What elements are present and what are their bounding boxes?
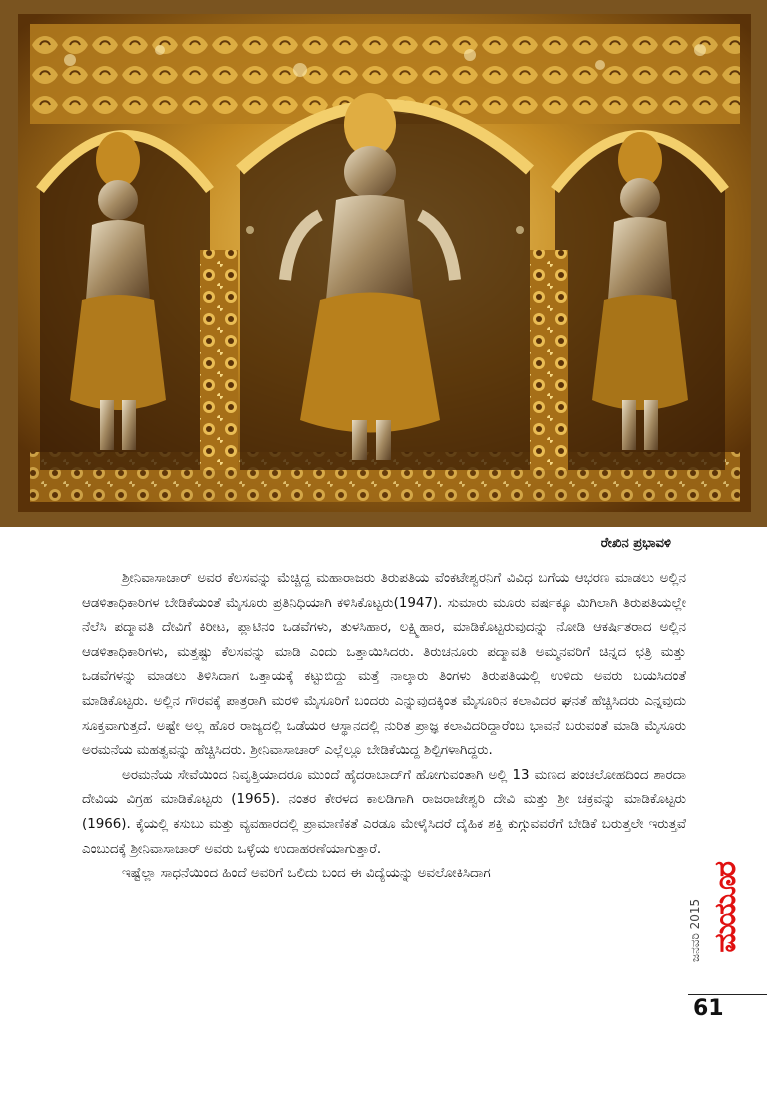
article-body — [82, 567, 686, 887]
paragraph-3: ಇಷ್ಟೆಲ್ಲಾ ಸಾಧನೆಯಿಂದ ಹಿಂದೆ ಅವರಿಗೆ ಒಲಿದು ಬಂದ ಈ ವಿದ್ಯೆಯನ್ನು ಅವಲೋಕಿಸಿದಾಗ — [122, 866, 491, 882]
temple-relief-photo — [0, 0, 767, 527]
paragraph-2: ಅರಮನೆಯ ಸೇವೆಯಿಂದ ನಿವೃತ್ತಿಯಾದರೂ ಮುಂದೆ ಹೈದರಾಬಾದ್‌ಗೆ ಹೋಗುವಂತಾಗಿ ಅಲ್ಲಿ 13 ಮಣದ ಪಂಚಲೋಹದಿಂದ ಶಾರದಾ ದೇವಿಯ ವಿಗ್ರಹ ಮಾಡಿಕೊಟ್ಟರು (1965). ನಂತರ ಕೇರಳದ ಕಾಲಡಿಗಾಗಿ ರಾಜರಾಜೇಶ್ವರಿ ದೇವಿ ಮತ್ತು ಶ್ರೀ ಚಕ್ರವನ್ನು ಮಾಡಿಕೊಟ್ಟರು (1966). ಕೈಯಲ್ಲಿ ಕಸುಬು ಮತ್ತು ವ್ಯವಹಾರದಲ್ಲಿ ಪ್ರಾಮಾಣಿಕತೆ ಎರಡೂ ಮೇಳೈಸಿದರೆ ದೈಹಿಕ ಶಕ್ತಿ ಕುಗ್ಗುವವರೆಗೆ ಬೇಡಿಕೆ ಬರುತ್ತಲೇ ಇರುತ್ತವೆ ಎಂಬುದಕ್ಕೆ ಶ್ರೀನಿವಾಸಾಚಾರ್ ಅವರು ಒಳ್ಳೆಯ ಉದಾಹರಣೆಯಾಗುತ್ತಾರೆ. — [82, 767, 686, 857]
magazine-logo — [708, 828, 742, 988]
paragraph-1: ಶ್ರೀನಿವಾಸಾಚಾರ್ ಅವರ ಕೆಲಸವನ್ನು ಮೆಚ್ಚಿದ್ದ ಮಹಾರಾಜರು ತಿರುಪತಿಯ ವೆಂಕಟೇಶ್ವರನಿಗೆ ವಿವಿಧ ಬಗೆಯ ಆಭರಣ ಮಾಡಲು ಅಲ್ಲಿನ ಆಡಳಿತಾಧಿಕಾರಿಗಳ ಬೇಡಿಕೆಯಂತೆ ಮೈಸೂರು ಪ್ರತಿನಿಧಿಯಾಗಿ ಕಳಿಸಿಕೊಟ್ಟರು(1947). ಸುಮಾರು ಮೂರು ವರ್ಷಕ್ಕೂ ಮಿಗಿಲಾಗಿ ತಿರುಪತಿಯಲ್ಲೇ ನೆಲೆಸಿ ಪದ್ಮಾವತಿ ದೇವಿಗೆ ಕಿರೀಟ, ಪ್ಲಾಟಿನಂ ಒಡವೆಗಳು, ತುಳಸಿಹಾರ, ಲಕ್ಷ್ಮಿಹಾರ, ಮಾಡಿಕೊಟ್ಟರುವುದನ್ನು ನೋಡಿ ಆಕರ್ಷಿತರಾದ ಅಲ್ಲಿನ ಆಡಳಿತಾಧಿಕಾರಿಗಳು, ಮತ್ತಷ್ಟು ಕೆಲಸವನ್ನು ಮಾಡಿ ಎಂದು ಒತ್ತಾಯಿಸಿದರು. ತಿರುಚನೂರು ಪದ್ಮಾವತಿ ಅಮ್ಮನವರಿಗೆ ಚಿನ್ನದ ಛತ್ರಿ ಮತ್ತು ಒಡವೆಗಳನ್ನು ಮಾಡಲು ತಿಳಿಸಿದಾಗ ಒತ್ತಾಯಕ್ಕೆ ಕಟ್ಟುಬಿದ್ದು ಮತ್ತೆ ನಾಲ್ಕಾರು ತಿಂಗಳು ತಿರುಪತಿಯಲ್ಲಿ ಉಳಿದು ಅವರು ಬಯಸಿದಂತೆ ಮಾಡಿಕೊಟ್ಟರು. ಅಲ್ಲಿನ ಗೌರವಕ್ಕೆ ಪಾತ್ರರಾಗಿ ಮರಳಿ ಮೈಸೂರಿಗೆ ಬಂದರು ಎನ್ನುವುದಕ್ಕಿಂತ ಮೈಸೂರಿನ ಕಲಾವಿದರ ಘನತೆ ಹೆಚ್ಚಿಸಿದರು ಎನ್ನವುದು ಸೂಕ್ತವಾಗುತ್ತದೆ. ಅಷ್ಟೇ ಅಲ್ಲ ಹೊರ ರಾಜ್ಯದಲ್ಲಿ ಒಡೆಯರ ಆಸ್ಥಾನದಲ್ಲಿ ನುರಿತ ಪ್ರಾಜ್ಞ ಕಲಾವಿದರಿದ್ದಾರೆಂಬ ಭಾವನೆ ಬರುವಂತೆ ಮಾಡಿ ಮೈಸೂರು ಅರಮನೆಯ ಮಹತ್ವವನ್ನು ಹೆಚ್ಚಿಸಿದರು. ಶ್ರೀನಿವಾಸಾಚಾರ್ ಎಲ್ಲೆಲ್ಲೂ ಬೇಡಿಕೆಯಿದ್ದ ಶಿಲ್ಪಿಗಳಾಗಿದ್ದರು. — [82, 571, 686, 759]
magazine-logo-text: ಮಯೂರ — [707, 863, 743, 953]
issue-date: ಜನವರಿ 2015 — [688, 898, 702, 962]
page-rule — [688, 994, 767, 995]
figure-caption: ರೇಖಿನ ಪ್ರಭಾವಳಿ — [600, 536, 671, 551]
page-number: 61 — [693, 996, 724, 1021]
